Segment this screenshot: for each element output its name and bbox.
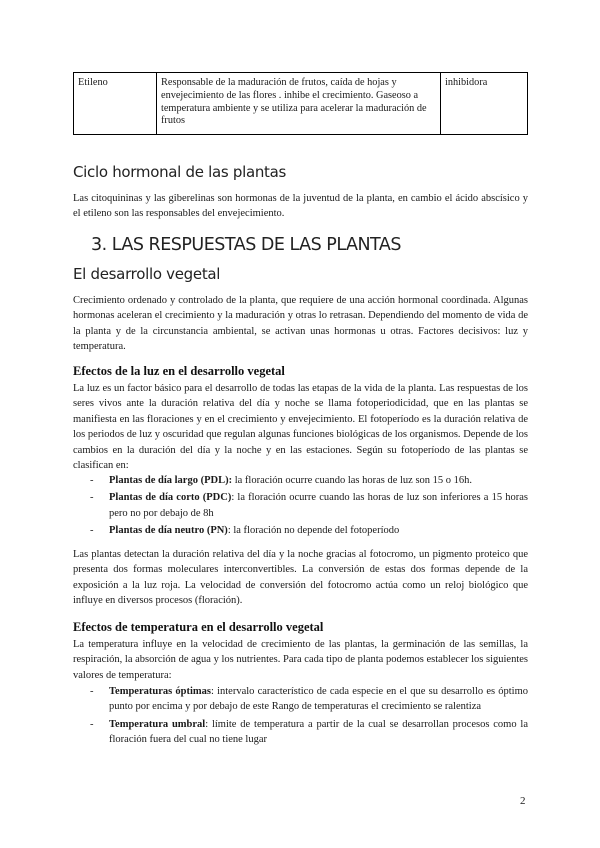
temperatura-list [73, 684, 528, 750]
list-item [73, 684, 528, 715]
list-item-term: Plantas de día largo (PDL): [109, 475, 233, 486]
hormone-name-cell: Etileno [74, 73, 157, 135]
list-dash: - [90, 718, 94, 730]
list-item [73, 717, 528, 748]
list-dash: - [90, 525, 94, 537]
list-item-term: Temperaturas óptimas [109, 686, 211, 697]
list-item-term: Temperatura umbral [109, 718, 206, 730]
list-item-term: Plantas de día neutro (PN) [109, 525, 228, 537]
fotocromo-paragraph: Las plantas detectan la duración relativa del día y la noche gracias al fotocromo, un pigmento proteico que presenta dos formas moleculares interconvertibles. La conversión de estas dos formas depende de la exposición a la luz roja. La velocidad de conversión del fotocromo actúa como un reloj biológico que influye en diversos procesos (floración). [73, 549, 528, 607]
list-item-desc: : intervalo característico de cada especie en el que su desarrollo es óptimo punto por encima y por debajo de este Rango de temperaturas el crecimiento se ralentiza [109, 686, 529, 713]
hormone-effect-cell: inhibidora [441, 73, 528, 135]
list-item-desc: : la floración ocurre cuando las horas de luz son inferiores a 15 horas pero no por debajo de 8h [109, 492, 528, 519]
hormone-table [73, 72, 528, 135]
list-dash: - [90, 492, 94, 504]
fotoperiodo-list [73, 473, 528, 541]
page-number: 2 [520, 795, 526, 807]
list-item-term: Plantas de día corto (PDC) [109, 492, 232, 504]
hormone-description-cell: Responsable de la maduración de frutos, caída de hojas y envejecimiento de las flores . inhibe el crecimiento. Gaseoso a temperatura ambiente y se utiliza para acelerar la maduración de frutos [157, 73, 441, 135]
table-row [74, 73, 528, 135]
list-dash: - [90, 686, 94, 697]
list-item [73, 523, 528, 538]
section-heading: 3. LAS RESPUESTAS DE LAS PLANTAS [91, 235, 401, 255]
list-item [73, 490, 528, 521]
list-dash: - [90, 475, 94, 486]
ciclo-paragraph: Las citoquininas y las giberelinas son hormonas de la juventud de la planta, en cambio el ácido abscísico y el etileno son las responsables del envejecimiento. [73, 193, 528, 220]
luz-paragraph: La luz es un factor básico para el desarrollo de todas las etapas de la vida de la planta. Las respuestas de los seres vivos ante la duración relativa del día y noche se llama fotoperiodicidad, que en las plantas se manifiesta en las floraciones y en el crecimiento y envejecimiento. El fotoperíodo es la duración relativa de los periodos de luz y oscuridad que regulan algunas funciones biológicas de los organismos. Depende de los cambios en la duración del día y la noche y en las estaciones. Según su fotoperíodo de las plantas se clasifican en: [73, 383, 528, 472]
list-item-desc: : límite de temperatura a partir de la cual se desarrollan procesos como la floración fuera del cual no tiene lugar [109, 718, 529, 746]
list-item [73, 473, 528, 488]
list-item-desc: : la floración no depende del fotoperíodo [227, 525, 400, 537]
luz-heading: Efectos de la luz en el desarrollo vegetal [73, 364, 285, 378]
ciclo-heading: Ciclo hormonal de las plantas [73, 163, 287, 181]
desarrollo-heading: El desarrollo vegetal [73, 265, 221, 283]
temperatura-heading: Efectos de temperatura en el desarrollo vegetal [73, 620, 324, 634]
list-item-desc: la floración ocurre cuando las horas de luz son 15 o 16h. [232, 475, 473, 486]
desarrollo-paragraph: Crecimiento ordenado y controlado de la planta, que requiere de una acción hormonal coordinada. Algunas hormonas aceleran el crecimiento y la maduración y otras lo retrasan. Dependiendo del momento de vida de la planta y de la circunstancia ambiental, se activan unas hormonas u otras. Factores decisivos: luz y temperatura. [73, 295, 528, 353]
temperatura-paragraph: La temperatura influye en la velocidad de crecimiento de las plantas, la germinación de las semillas, la respiración, la absorción de agua y los nutrientes. Para cada tipo de planta podemos establecer los siguientes valores de temperatura: [73, 639, 528, 681]
